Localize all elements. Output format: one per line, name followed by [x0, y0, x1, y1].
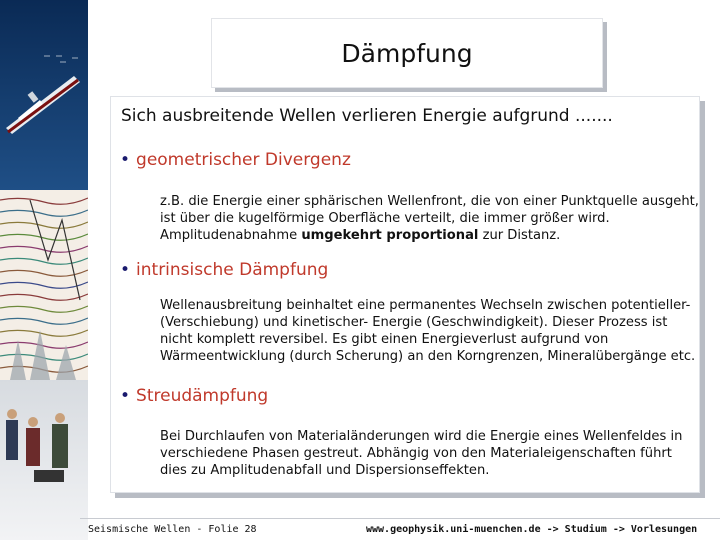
bullet-dot-icon: •	[120, 386, 131, 406]
emphasis-text: umgekehrt proportional	[301, 228, 479, 243]
paragraph-line: verschiedene Phasen gestreut. Abhängig von den Materialeigenschaften führt	[160, 446, 672, 461]
bullet-heading: intrinsische Dämpfung	[136, 260, 329, 280]
content-box	[110, 96, 700, 493]
footer-divider	[80, 518, 720, 519]
paragraph-line: Bei Durchlaufen von Materialänderungen wird die Energie eines Wellenfeldes in	[160, 429, 683, 444]
bullet-dot-icon: •	[120, 150, 131, 170]
title-box	[211, 18, 603, 88]
paragraph-line: Wärmeentwicklung (durch Scherung) an den Korngrenzen, Mineralübergänge etc.	[160, 349, 696, 364]
paragraph-geometric-divergence	[160, 193, 700, 244]
page-title: Dämpfung	[341, 38, 473, 68]
bullet-heading: geometrischer Divergenz	[136, 150, 351, 170]
footer-url[interactable]: www.geophysik.uni-muenchen.de -> Studium -> Vorlesungen	[366, 524, 698, 535]
paragraph-line: dies zu Amplitudenabfall und Dispersionseffekten.	[160, 463, 490, 478]
paragraph-line: Wellenausbreitung beinhaltet eine permanentes Wechseln zwischen potentieller-	[160, 298, 691, 313]
bullet-geometric-divergence	[120, 150, 351, 170]
paragraph-line: nicht komplett reversibel. Es gibt einen Energieverlust aufgrund von	[160, 332, 609, 347]
footer-slide-label: Seismische Wellen - Folie 28	[88, 524, 257, 535]
paragraph-line: (Verschiebung) und kinetischer- Energie (Geschwindigkeit). Dieser Prozess ist	[160, 315, 668, 330]
paragraph-intrinsic-damping	[160, 297, 700, 365]
paragraph-line: ist über die kugelförmige Oberfläche verteilt, die immer größer wird.	[160, 211, 610, 226]
intro-text: Sich ausbreitende Wellen verlieren Energie aufgrund .......	[121, 106, 613, 126]
bullet-intrinsic-damping	[120, 260, 328, 280]
bullet-heading: Streudämpfung	[136, 386, 269, 406]
bullet-dot-icon: •	[120, 260, 131, 280]
paragraph-scattering-damping	[160, 428, 700, 479]
paragraph-line: Amplitudenabnahme umgekehrt proportional zur Distanz.	[160, 228, 561, 243]
ship-photo	[0, 0, 88, 190]
bullet-scattering-damping	[120, 386, 268, 406]
paragraph-line: z.B. die Energie einer sphärischen Wellenfront, die von einer Punktquelle ausgeht,	[160, 194, 699, 209]
sidebar-image-strip	[0, 0, 88, 540]
